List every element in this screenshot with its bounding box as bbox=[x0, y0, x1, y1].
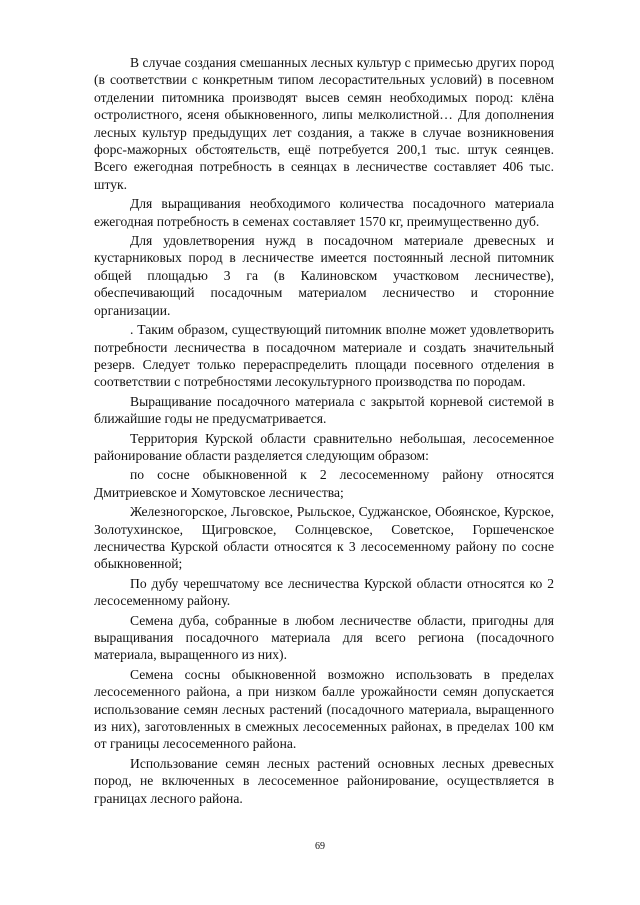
paragraph-zoning-intro: Территория Курской области сравнительно небольшая, лесосеменное районирование области разделяется следующим образом: bbox=[94, 430, 554, 463]
paragraph-oak-zone: По дубу черешчатому все лесничества Курской области относятся ко 2 лесосеменному району. bbox=[94, 575, 554, 609]
paragraph-nursery: Для удовлетворения нужд в посадочном материале древесных и кустарниковых пород в лесничестве имеется постоянный лесной питомник общей площадью 3 га (в Калиновском участковом лесничестве), обеспечивающий посадочным материалом лесничество и сторонние организации. bbox=[94, 233, 554, 318]
paragraph-other-species: Использование семян лесных растений основных лесных древесных пород, не включенных в лесосеменное районирование, осуществляется в границах лесного района. bbox=[94, 755, 554, 806]
paragraph-seed-demand: Для выращивания необходимого количества посадочного материала ежегодная потребность в семенах составляет 1570 кг, преимущественно дуб. bbox=[94, 196, 554, 229]
paragraph-pine-zone-2: по сосне обыкновенной к 2 лесосеменному району относятся Дмитриевское и Хомутовское лесничества; bbox=[94, 467, 554, 500]
paragraph-pine-zone-3: Железногорское, Льговское, Рыльское, Суджанское, Обоянское, Курское, Золотухинское, Щигровское, Солнцевское, Советское, Горшеченское лесничества Курской области относятся к 3 лесосеменному району по сосне обыкновенной; bbox=[94, 504, 554, 572]
paragraph-closed-root: Выращивание посадочного материала с закрытой корневой системой в ближайшие годы не предусматривается. bbox=[94, 393, 554, 427]
paragraph-pine-seeds: Семена сосны обыкновенной возможно использовать в пределах лесосеменного района, а при низком балле урожайности семян допускается использование семян лесных растений (посадочного материала, выращенного из них), заготовленных в смежных лесосеменных районах, в пределах 100 км от границы лесосеменного района. bbox=[94, 666, 554, 752]
page-number: 69 bbox=[315, 841, 325, 852]
paragraph-mixed-cultures: В случае создания смешанных лесных культур с примесью других пород (в соответствии с конкретным типом лесорастительных условий) в посевном отделении питомника производят высев семян необходимых пород: клёна остролистного, ясеня обыкновенного, липы мелколистной… Для дополнения лесных культур предыдущих лет создания, а также в случае возникновения форс-мажорных обстоятельств, ещё потребуется 200,1 тыс. штук сеянцев. Всего ежегодная потребность в сеянцах в лесничестве составляет 406 тыс. штук. bbox=[94, 55, 554, 192]
paragraph-reserve: . Таким образом, существующий питомник вполне может удовлетворить потребности лесничества в посадочном материале и создать значительный резерв. Следует только перераспределить площади посевного отделения в соответствии с потребностями лесокультурного производства по породам. bbox=[94, 322, 554, 390]
paragraph-oak-seeds: Семена дуба, собранные в любом лесничестве области, пригодны для выращивания посадочного материала для всего региона (посадочного материала, выращенного из них). bbox=[94, 612, 554, 663]
body-text bbox=[94, 54, 554, 807]
